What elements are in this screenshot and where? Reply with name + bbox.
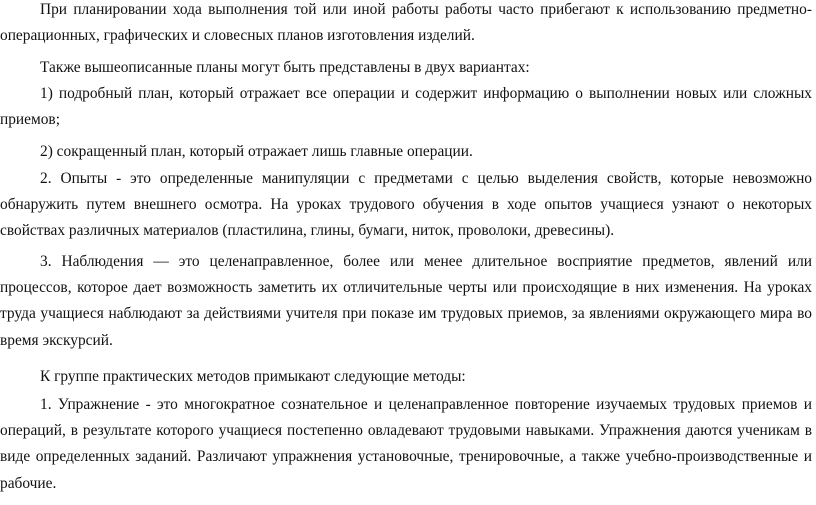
paragraph-exercise: 1. Упражнение - это многократное сознательное и целенаправленное повторение изучаемых трудовых приемов и операций, в результате которого учащиеся постепенно овладевают трудовыми навыками. Упражнения даются ученикам в виде определенных заданий. Различают упражнения установочные, тренировочные, а также учебно-производственные и рабочие. [0, 396, 812, 492]
paragraph-detailed-plan: 1) подробный план, который отражает все операции и содержит информацию о выполнении новых или сложных приемов; [0, 85, 812, 129]
paragraph-practical-methods: К группе практических методов примыкают следующие методы: [40, 368, 466, 385]
paragraph-experiments: 2. Опыты - это определенные манипуляции с предметами с целью выделения свойств, которые невозможно обнаружить путем внешнего осмотра. На уроках трудового обучения в ходе опытов учащиеся узнают о некоторых свойствах различных материалов (пластилина, глины, бумаги, ниток, проволоки, древесины). [0, 170, 812, 240]
paragraph-plan-variants: Также вышеописанные планы могут быть представлены в двух вариантах: [40, 59, 530, 76]
paragraph-planning-intro: При планировании хода выполнения той или иной работы работы часто прибегают к использованию предметно-операционных, графических и словесных планов изготовления изделий. [0, 1, 812, 45]
paragraph-observations: 3. Наблюдения — это целенаправленное, более или менее длительное восприятие предметов, явлений или процессов, которое дает возможность заметить их отличительные черты или происходящие в них изменения. На уроках труда учащиеся наблюдают за действиями учителя при показе им трудовых приемов, за явлениями окружающего мира во время экскурсий. [0, 253, 812, 349]
paragraph-short-plan: 2) сокращенный план, который отражает лишь главные операции. [40, 143, 473, 160]
